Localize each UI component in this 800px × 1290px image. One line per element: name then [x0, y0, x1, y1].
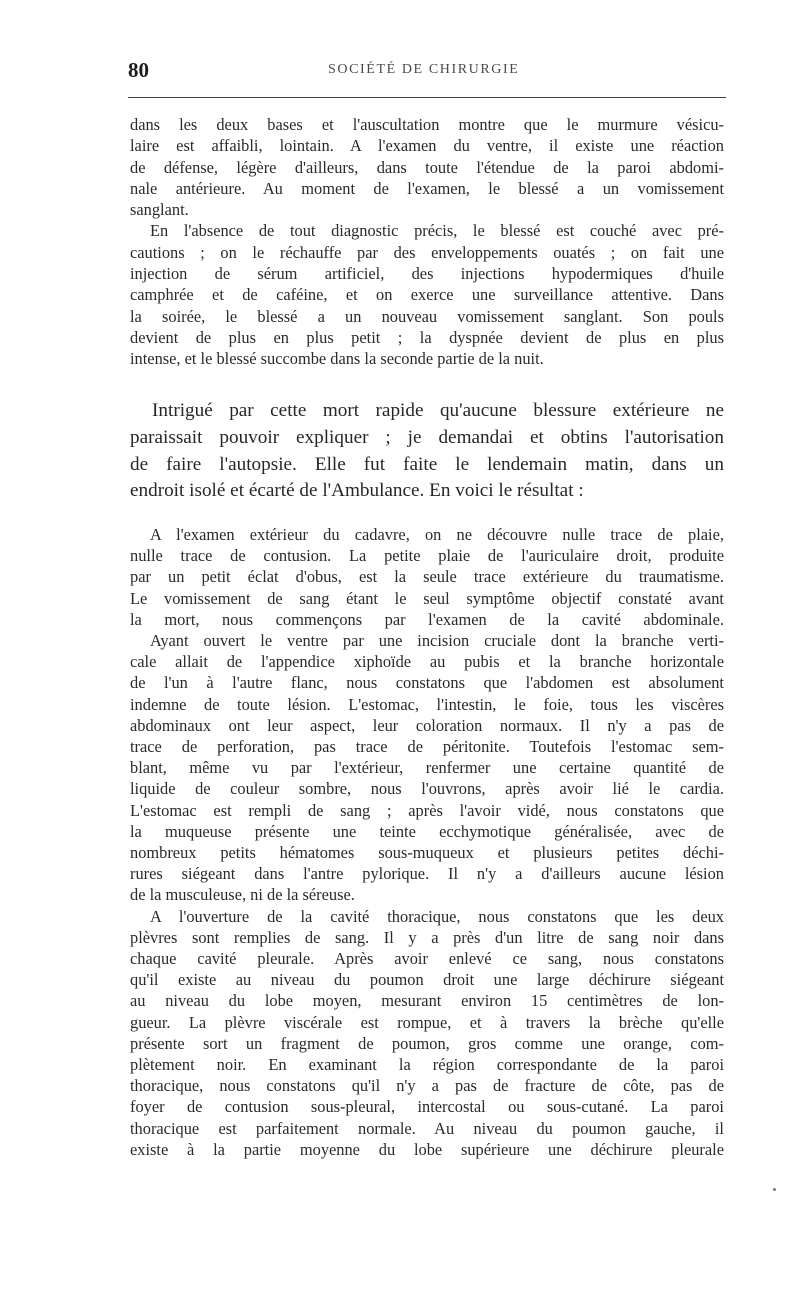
text-line: A l'examen extérieur du cadavre, on ne découvre nulle trace de plaie,: [150, 525, 724, 544]
margin-speck: [773, 1188, 776, 1191]
text-line: Le vomissement de sang étant le seul symptôme objectif constaté avant: [130, 588, 724, 608]
header-rule: [128, 97, 726, 98]
text-line: rures siégeant dans l'antre pylorique. Il n'y a d'ailleurs aucune lésion: [130, 864, 724, 884]
text-line: En l'absence de tout diagnostic précis, le blessé est couché avec pré-: [150, 221, 724, 241]
text-line: cautions ; on le réchauffe par des enveloppements ouatés ; on fait une: [130, 242, 724, 262]
page-header: [128, 58, 726, 84]
text-line: thoracique est parfaitement normale. Au niveau du poumon gauche, il: [130, 1118, 724, 1138]
text-line: par un petit éclat d'obus, est la seule trace extérieure du traumatisme.: [130, 567, 724, 587]
text-line: L'estomac est rempli de sang ; après l'avoir vidé, nous constatons que: [130, 800, 724, 820]
text-line: dans les deux bases et l'auscultation montre que le murmure vésicu-: [130, 115, 724, 134]
text-line: de faire l'autopsie. Elle fut faite le lendemain matin, dans un: [130, 453, 724, 475]
text-line: paraissait pouvoir expliquer ; je demandai et obtins l'autorisation: [130, 426, 724, 448]
text-line: sanglant.: [130, 200, 189, 220]
paragraph-clinical-course: [130, 114, 724, 370]
text-line: abdominaux ont leur aspect, leur coloration normaux. Il n'y a pas de: [130, 715, 724, 735]
text-line: A l'ouverture de la cavité thoracique, nous constatons que les deux: [150, 906, 724, 926]
text-line: thoracique, nous constatons qu'il n'y a pas de fracture de côte, pas de: [130, 1076, 724, 1096]
text-line: gueur. La plèvre viscérale est rompue, et à travers la brèche qu'elle: [130, 1012, 724, 1032]
page-number: 80: [128, 58, 149, 82]
text-line: de la musculeuse, ni de la séreuse.: [130, 885, 355, 905]
text-line: laire est affaibli, lointain. A l'examen du ventre, il existe une réaction: [130, 136, 724, 156]
running-title: SOCIÉTÉ DE CHIRURGIE: [328, 62, 520, 77]
text-line: nulle trace de contusion. La petite plaie de l'auriculaire droit, produite: [130, 546, 724, 566]
text-line: chaque cavité pleurale. Après avoir enlevé ce sang, nous constatons: [130, 949, 724, 969]
text-line: endroit isolé et écarté de l'Ambulance. En voici le résultat :: [130, 480, 584, 502]
text-line: la soirée, le blessé a un nouveau vomissement sanglant. Son pouls: [130, 306, 724, 326]
text-line: liquide de couleur sombre, nous l'ouvrons, après avoir lié le cardia.: [130, 779, 724, 799]
text-line: de l'un à l'autre flanc, nous constatons que l'abdomen est absolument: [130, 673, 724, 693]
text-line: plètement noir. En examinant la région correspondante de la paroi: [130, 1055, 724, 1075]
text-line: injection de sérum artificiel, des injections hypodermiques d'huile: [130, 264, 724, 284]
text-line: nale antérieure. Au moment de l'examen, le blessé a un vomissement: [130, 178, 724, 198]
text-line: Ayant ouvert le ventre par une incision cruciale dont la branche verti-: [150, 631, 724, 651]
text-line: cale allait de l'appendice xiphoïde au pubis et la branche horizontale: [130, 652, 724, 672]
text-line: existe à la partie moyenne du lobe supérieure une déchirure pleurale: [130, 1139, 724, 1159]
text-line: blant, même vu par l'extérieur, renfermer une certaine quantité de: [130, 758, 724, 778]
paragraph-autopsy-intro: [130, 398, 724, 505]
text-line: la mort, nous commençons par l'examen de la cavité abdominale.: [130, 609, 724, 629]
text-line: la muqueuse présente une teinte ecchymotique généralisée, avec de: [130, 821, 724, 841]
text-line: au niveau du lobe moyen, mesurant environ 15 centimètres de lon-: [130, 991, 724, 1011]
text-line: foyer de contusion sous-pleural, intercostal ou sous-cutané. La paroi: [130, 1097, 724, 1117]
text-line: qu'il existe au niveau du poumon droit une large déchirure siégeant: [130, 970, 724, 990]
text-line: indemne de toute lésion. L'estomac, l'intestin, le foie, tous les viscères: [130, 694, 724, 714]
text-line: plèvres sont remplies de sang. Il y a près d'un litre de sang noir dans: [130, 927, 724, 947]
text-line: trace de perforation, pas trace de péritonite. Toutefois l'estomac sem-: [130, 737, 724, 757]
text-line: nombreux petits hématomes sous-muqueux et plusieurs petites déchi-: [130, 843, 724, 863]
text-line: intense, et le blessé succombe dans la seconde partie de la nuit.: [130, 349, 544, 369]
text-line: de défense, légère d'ailleurs, dans toute l'étendue de la paroi abdomi-: [130, 157, 724, 177]
text-line: camphrée et de caféine, et on exerce une surveillance attentive. Dans: [130, 285, 724, 305]
text-line: Intrigué par cette mort rapide qu'aucune blessure extérieure ne: [152, 400, 724, 421]
paragraph-autopsy-report: [130, 524, 724, 1160]
text-line: devient de plus en plus petit ; la dyspnée devient de plus en plus: [130, 327, 724, 347]
text-line: présente sort un fragment de poumon, gros comme une orange, com-: [130, 1033, 724, 1053]
